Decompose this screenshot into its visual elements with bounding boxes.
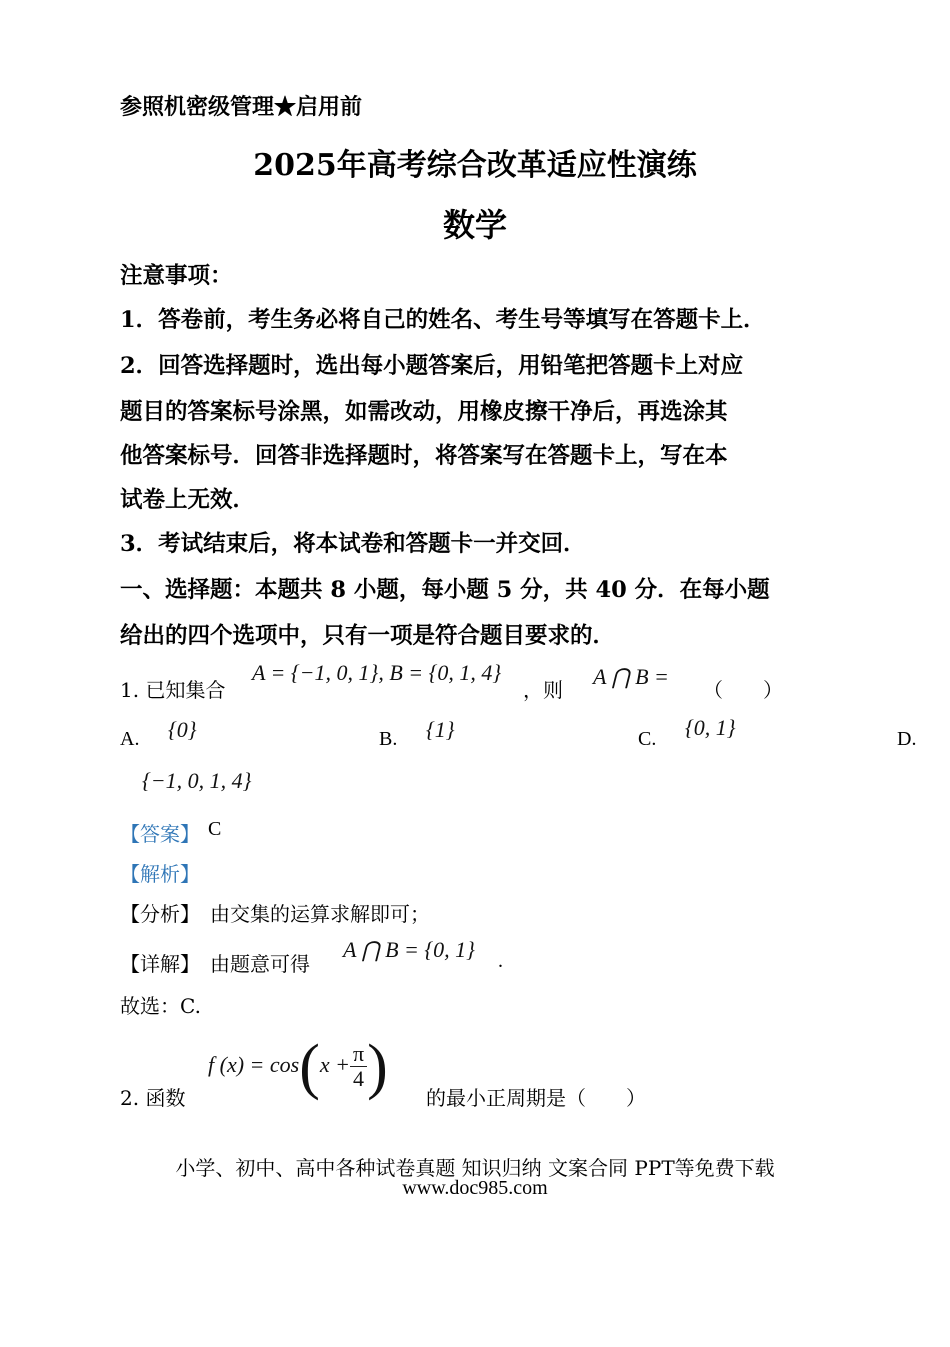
- q1-option-b-label: B.: [379, 728, 398, 750]
- q1-option-d-value: {−1, 0, 1, 4}: [142, 768, 252, 793]
- q1-option-b-value: {1}: [426, 717, 455, 742]
- exam-title: 2025年高考综合改革适应性演练: [253, 148, 697, 183]
- q1-option-d-label: D.: [897, 728, 917, 750]
- subject-title: 数学: [442, 206, 507, 244]
- section-heading-line-1: 一、选择题：本题共 8 小题，每小题 5 分，共 40 分．在每小题: [120, 577, 770, 603]
- footer-line-1: 小学、初中、高中各种试卷真题 知识归纳 文案合同 PPT等免费下载: [175, 1156, 775, 1180]
- section-heading-line-2: 给出的四个选项中，只有一项是符合题目要求的．: [120, 623, 616, 649]
- q1-prefix: 1. 已知集合: [120, 678, 226, 702]
- q1-option-c-label: C.: [638, 728, 657, 750]
- q2-pi-over-4-fraction: [350, 1042, 367, 1091]
- notice-item-3: 3．考试结束后，将本试卷和答题卡一并交回．: [120, 531, 586, 557]
- q1-fenxi-tag: 【分析】: [120, 902, 200, 926]
- q1-answer-value: C: [208, 818, 222, 840]
- q1-xiangjie-period: .: [498, 950, 503, 972]
- q1-answer-tag: 【答案】: [120, 822, 200, 846]
- q1-xiangjie-text: 由题意可得: [210, 952, 310, 976]
- notice-item-2-line-1: 2．回答选择题时，选出每小题答案后，用铅笔把答题卡上对应: [120, 353, 744, 379]
- q1-option-a-label: A.: [120, 728, 140, 750]
- q2-left-paren: (: [299, 1032, 320, 1101]
- notice-item-1: 1．答卷前，考生务必将自己的姓名、考生号等填写在答题卡上．: [120, 307, 766, 333]
- q1-answer-blank: （ ）: [703, 678, 783, 702]
- q2-function-lhs: f (x) = cos: [208, 1052, 300, 1077]
- notice-item-2-line-4: 试卷上无效．: [120, 487, 256, 513]
- notice-heading: 注意事项：: [120, 263, 233, 289]
- q1-option-a-value: {0}: [168, 717, 197, 742]
- q1-sets-formula: A = {−1, 0, 1}, B = {0, 1, 4}: [252, 660, 502, 685]
- q2-prefix: 2. 函数: [120, 1086, 186, 1110]
- q1-intersection-formula: A ⋂ B =: [593, 664, 669, 689]
- q2-fraction-numerator: π: [350, 1042, 367, 1067]
- q1-xiangjie-tag: 【详解】: [120, 952, 200, 976]
- notice-item-2-line-2: 题目的答案标号涂黑，如需改动，用橡皮擦干净后，再选涂其: [120, 399, 728, 425]
- q2-right-paren: ): [367, 1032, 388, 1101]
- notice-item-2-line-3: 他答案标号．回答非选择题时，将答案写在答题卡上，写在本: [120, 443, 728, 469]
- q1-option-c-value: {0, 1}: [685, 715, 736, 740]
- confidential-label: 参照机密级管理★启用前: [120, 94, 363, 120]
- q2-fraction-denominator: 4: [353, 1066, 365, 1092]
- q2-suffix: 的最小正周期是（ ）: [426, 1086, 646, 1110]
- q1-xiangjie-formula: A ⋂ B = {0, 1}: [343, 937, 475, 962]
- q2-function-x: x +: [319, 1052, 350, 1077]
- q1-fenxi-text: 由交集的运算求解即可；: [210, 902, 430, 926]
- footer-website: www.doc985.com: [402, 1177, 548, 1199]
- q1-conclusion: 故选：C.: [120, 994, 201, 1018]
- q1-then: ，则: [523, 678, 563, 702]
- q2-function-formula: [208, 1030, 388, 1100]
- q1-analysis-tag: 【解析】: [120, 862, 200, 886]
